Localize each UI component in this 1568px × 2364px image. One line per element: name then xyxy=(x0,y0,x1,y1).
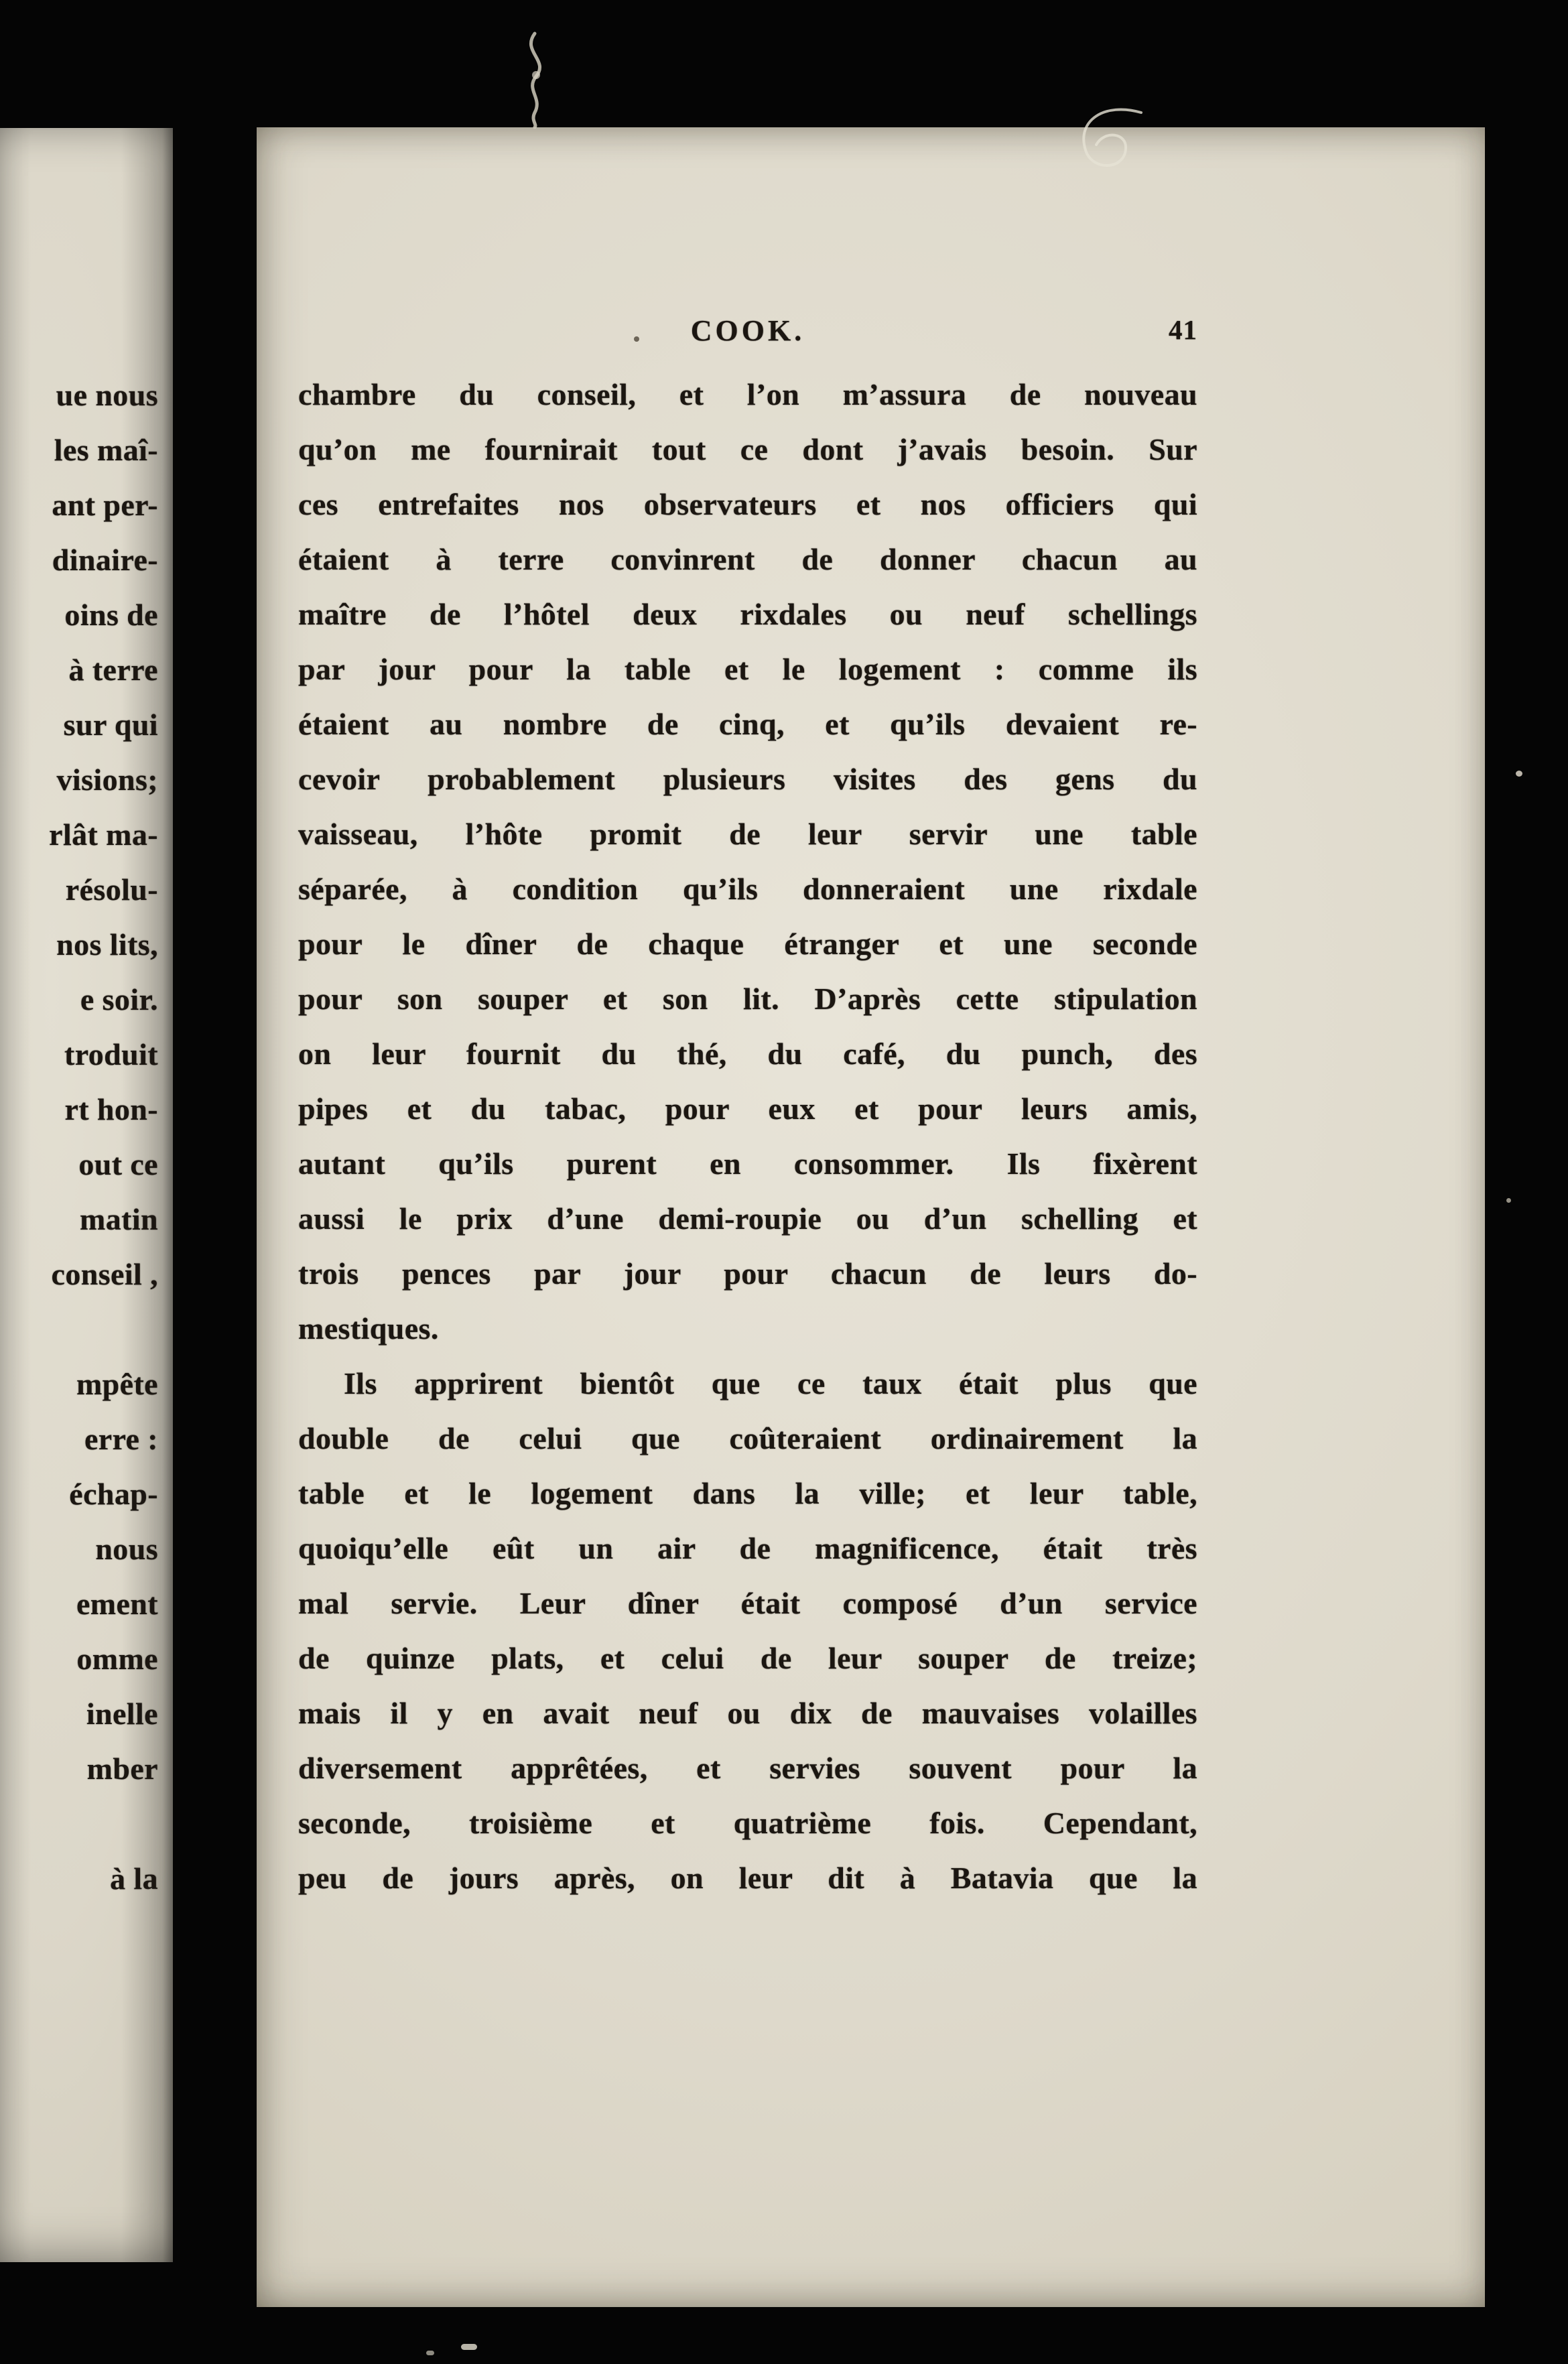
text-line: aussi le prix d’une demi-roupie ou d’un schelling et xyxy=(298,1201,1197,1236)
text-line: seconde, troisième et quatrième fois. Cependant, xyxy=(298,1806,1197,1840)
text-line: on leur fournit du thé, du café, du punch, des xyxy=(298,1037,1197,1071)
facing-page-text-fragment: troduit xyxy=(64,1037,158,1071)
text-line: mal servie. Leur dîner était composé d’un service xyxy=(298,1586,1197,1620)
text-line: autant qu’ils purent en consommer. Ils fixèrent xyxy=(298,1146,1197,1181)
text-line: vaisseau, l’hôte promit de leur servir une table xyxy=(298,817,1197,851)
text-line: maître de l’hôtel deux rixdales ou neuf schellings xyxy=(298,597,1197,631)
facing-page-text-fragment: conseil , xyxy=(51,1257,158,1291)
facing-page-text-fragment: à la xyxy=(110,1861,158,1896)
text-line: étaient à terre convinrent de donner chacun au xyxy=(298,542,1197,576)
facing-page-text-fragment: mpête xyxy=(76,1367,158,1401)
text-line: qu’on me fournirait tout ce dont j’avais besoin. Sur xyxy=(298,432,1197,466)
facing-page-text-fragment: ant per- xyxy=(52,488,158,522)
facing-page-text-fragment: les maî- xyxy=(54,433,158,467)
book-page xyxy=(257,127,1485,2307)
text-line: cevoir probablement plusieurs visites des gens du xyxy=(298,762,1197,796)
facing-page-text-fragment: rt hon- xyxy=(64,1092,158,1126)
facing-page-text-fragment: erre : xyxy=(84,1422,158,1456)
facing-page-text-fragment: oins de xyxy=(64,598,158,632)
text-line: pour le dîner de chaque étranger et une seconde xyxy=(298,927,1197,961)
text-line: pipes et du tabac, pour eux et pour leurs amis, xyxy=(298,1092,1197,1126)
facing-page-text-fragment: sur qui xyxy=(63,708,158,742)
text-line: peu de jours après, on leur dit à Batavia que la xyxy=(298,1861,1197,1895)
text-line: étaient au nombre de cinq, et qu’ils devaient re- xyxy=(298,707,1197,741)
text-line: quoiqu’elle eût un air de magnificence, était très xyxy=(298,1531,1197,1565)
facing-page-edge xyxy=(0,128,173,2262)
text-line: chambre du conseil, et l’on m’assura de nouveau xyxy=(298,377,1197,411)
text-line: Ils apprirent bientôt que ce taux était plus que xyxy=(344,1366,1197,1400)
facing-page-text-fragment: ement xyxy=(76,1587,158,1621)
facing-page-text-column xyxy=(7,368,158,1906)
text-line: ces entrefaites nos observateurs et nos officiers qui xyxy=(298,487,1197,521)
facing-page-text-fragment: visions; xyxy=(56,763,158,797)
facing-page-text-fragment: matin xyxy=(80,1202,158,1236)
text-line: de quinze plats, et celui de leur souper de treize; xyxy=(298,1641,1197,1675)
text-line: table et le logement dans la ville; et leur table, xyxy=(298,1476,1197,1510)
facing-page-text-fragment: omme xyxy=(76,1642,158,1676)
scan-speck xyxy=(1516,771,1522,777)
text-line: double de celui que coûteraient ordinairement la xyxy=(298,1421,1197,1455)
page-text-block xyxy=(298,367,1197,1906)
facing-page-text-fragment: nos lits, xyxy=(56,927,158,962)
facing-page-text-fragment: rlât ma- xyxy=(49,817,158,852)
facing-page-text-fragment: dinaire- xyxy=(52,543,158,577)
text-line: mais il y en avait neuf ou dix de mauvaises volailles xyxy=(298,1696,1197,1730)
facing-page-text-fragment: résolu- xyxy=(65,872,158,907)
facing-page-text-fragment xyxy=(7,1796,158,1851)
page-number: 41 xyxy=(1169,314,1197,345)
text-line: séparée, à condition qu’ils donneraient une rixdale xyxy=(298,872,1197,906)
facing-page-text-fragment: échap- xyxy=(69,1477,158,1511)
facing-page-text-fragment: e soir. xyxy=(80,982,158,1016)
scan-speck xyxy=(426,2351,434,2355)
facing-page-text-fragment: ue nous xyxy=(56,378,158,412)
running-title: COOK. xyxy=(690,314,805,347)
text-line: pour son souper et son lit. D’après cette stipulation xyxy=(298,982,1197,1016)
scan-speck xyxy=(461,2344,477,2350)
facing-page-text-fragment: nous xyxy=(95,1532,158,1566)
text-line: diversement apprêtées, et servies souvent pour la xyxy=(298,1751,1197,1785)
facing-page-text-fragment xyxy=(7,1302,158,1357)
text-line: trois pences par jour pour chacun de leurs do- xyxy=(298,1256,1197,1291)
facing-page-text-fragment: à terre xyxy=(68,653,158,687)
text-line: mestiques. xyxy=(298,1311,439,1345)
text-line: par jour pour la table et le logement : comme ils xyxy=(298,652,1197,686)
page-header xyxy=(298,314,1197,355)
scan-artifact-dust-squiggle xyxy=(508,28,564,129)
scan-speck xyxy=(1506,1198,1511,1203)
facing-page-text-fragment: out ce xyxy=(78,1147,158,1181)
facing-page-text-fragment: mber xyxy=(86,1752,158,1786)
facing-page-text-fragment: inelle xyxy=(86,1697,158,1731)
